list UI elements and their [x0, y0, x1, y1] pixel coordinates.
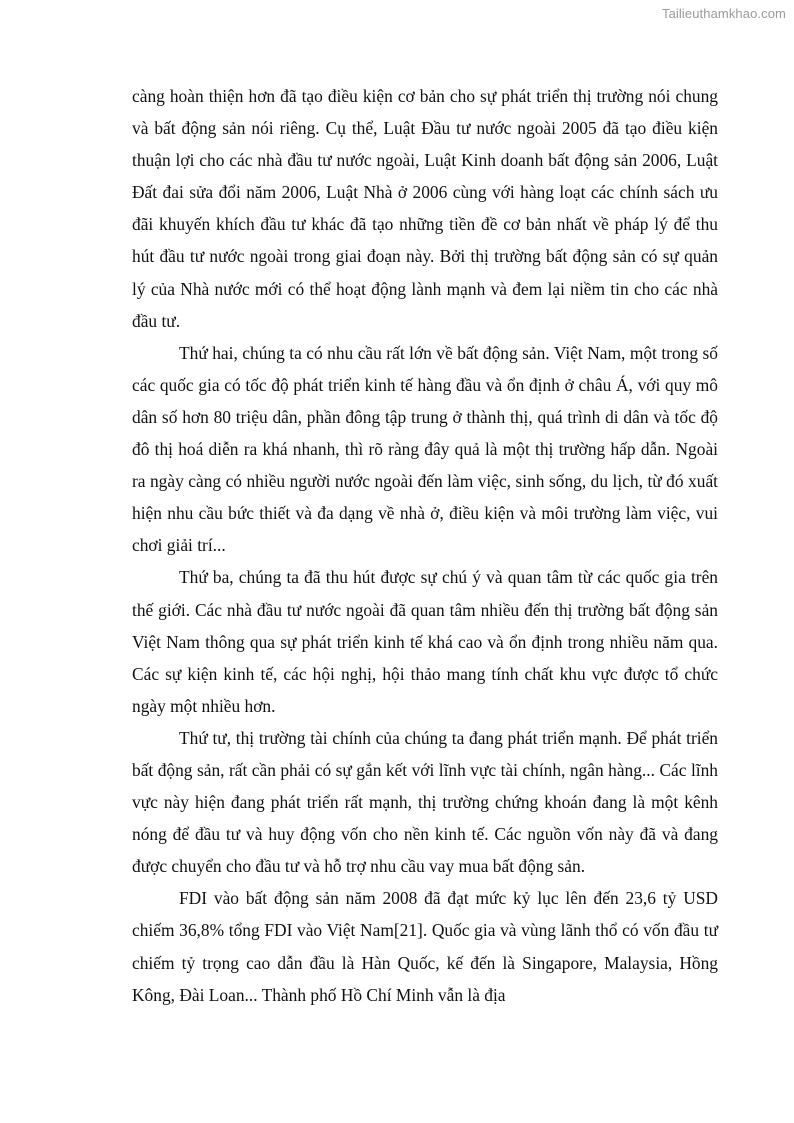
- watermark-text: Tailieuthamkhao.com: [661, 6, 786, 21]
- paragraph-finance: Thứ tư, thị trường tài chính của chúng ta đang phát triển mạnh. Để phát triển bất động sản, rất cần phải có sự gắn kết với lĩnh vực tài chính, ngân hàng... Các lĩnh vực này hiện đang phát triển rất mạnh, thị trường chứng khoán đang là một kênh nóng để đầu tư và huy động vốn cho nền kinh tế. Các nguồn vốn này đã và đang được chuyển cho đầu tư và hỗ trợ nhu cầu vay mua bất động sản.: [132, 727, 718, 877]
- paragraph-legal-framework: càng hoàn thiện hơn đã tạo điều kiện cơ bản cho sự phát triển thị trường nói chung và bất động sản nói riêng. Cụ thể, Luật Đầu tư nước ngoài 2005 đã tạo điều kiện thuận lợi cho các nhà đầu tư nước ngoài, Luật Kinh doanh bất động sản 2006, Luật Đất đai sửa đổi năm 2006, Luật Nhà ở 2006 cùng với hàng loạt các chính sách ưu đãi khuyến khích đầu tư khác đã tạo những tiền đề cơ bản nhất về pháp lý để thu hút đầu tư nước ngoài trong giai đoạn này. Bởi thị trường bất động sản có sự quản lý của Nhà nước mới có thể hoạt động lành mạnh và đem lại niềm tin cho các nhà đầu tư.: [132, 86, 718, 331]
- document-body: [132, 80, 718, 1011]
- paragraph-fdi: FDI vào bất động sản năm 2008 đã đạt mức kỷ lục lên đến 23,6 tỷ USD chiếm 36,8% tổng FDI vào Việt Nam[21]. Quốc gia và vùng lãnh thổ có vốn đầu tư chiếm tỷ trọng cao dẫn đầu là Hàn Quốc, kế đến là Singapore, Malaysia, Hồng Kông, Đài Loan... Thành phố Hồ Chí Minh vẫn là địa: [132, 888, 718, 1005]
- paragraph-attention: Thứ ba, chúng ta đã thu hút được sự chú ý và quan tâm từ các quốc gia trên thế giới. Các nhà đầu tư nước ngoài đã quan tâm nhiều đến thị trường bất động sản Việt Nam thông qua sự phát triển kinh tế khá cao và ổn định trong nhiều năm qua. Các sự kiện kinh tế, các hội nghị, hội thảo mang tính chất khu vực được tổ chức ngày một nhiều hơn.: [132, 567, 718, 716]
- paragraph-demand: Thứ hai, chúng ta có nhu cầu rất lớn về bất động sản. Việt Nam, một trong số các quốc gia có tốc độ phát triển kinh tế hàng đầu và ổn định ở châu Á, với quy mô dân số hơn 80 triệu dân, phần đông tập trung ở thành thị, quá trình di dân và tốc độ đô thị hoá diễn ra khá nhanh, thì rõ ràng đây quả là một thị trường hấp dẫn. Ngoài ra ngày càng có nhiều người nước ngoài đến làm việc, sinh sống, du lịch, từ đó xuất hiện nhu cầu bức thiết và đa dạng về nhà ở, điều kiện và môi trường làm việc, vui chơi giải trí...: [132, 342, 718, 556]
